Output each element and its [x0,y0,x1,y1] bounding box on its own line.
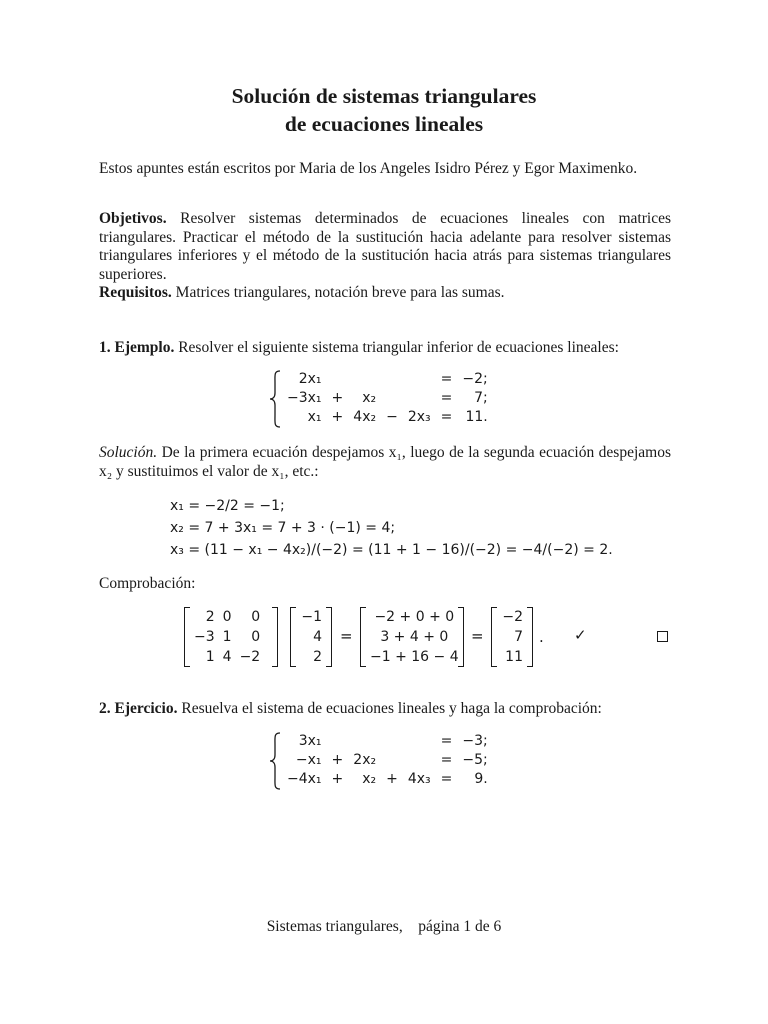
step-line-3: x₃ = (11 − x₁ − 4x₂)/(−2) = (11 + 1 − 16)/(−2) = −4/(−2) = 2. [170,542,613,558]
system-cell: −3x₁ [287,390,322,406]
solution-label: Solución. [99,444,158,461]
example-label: 1. Ejemplo. [99,339,175,356]
solution-paragraph [99,444,671,481]
system-cell: x₂ [362,390,377,406]
qed-square-icon [657,631,668,642]
system-cell [381,732,403,751]
title-line-2: de ecuaciones lineales [284,112,484,136]
page-title [0,82,768,138]
system-cell: 9. [474,771,488,787]
exercise-system-table [282,732,493,789]
matrix-row [297,607,326,627]
system-cell: 3x₁ [298,733,322,749]
system-row [282,408,493,427]
system-cell: −x₁ [295,752,322,768]
system-cell [381,389,403,408]
matrix-row [366,627,463,647]
system-row [282,770,493,789]
system-cell: 4x₂ [353,409,377,425]
requirements-paragraph [99,284,671,303]
matrix-cell: 0 [251,629,261,645]
step-line-2: x₂ = 7 + 3x₁ = 7 + 3 · (−1) = 4; [170,520,396,536]
example-system-table [282,370,493,427]
exercise-system [268,731,508,791]
exercise-label: 2. Ejercicio. [99,700,178,717]
system-cell [327,732,349,751]
system-cell: + [331,771,344,787]
matrix-cell: 0 [222,609,232,625]
solution-text: De la primera ecuación despejamos x₁, luego de la segunda ecuación despejamos x₂ y sustituimos el valor de x₁, etc.: [99,444,671,480]
matrix-row [366,647,463,667]
matrix-row [498,627,527,647]
objectives-label: Objetivos. [99,210,167,227]
check-label: Comprobación: [99,575,196,592]
matrix-cell: 11 [505,649,523,665]
matrix-cell: 2 [205,609,215,625]
matrix-row [498,647,527,667]
product-vector [360,607,464,667]
system-cell: + [331,409,344,425]
example-heading [99,339,671,358]
system-cell: = [440,390,453,406]
matrix-row [297,627,326,647]
system-cell: + [331,390,344,406]
example-text: Resolver el siguiente sistema triangular inferior de ecuaciones lineales: [174,339,619,356]
objectives-paragraph [99,210,671,284]
system-cell [381,370,403,389]
system-cell: −3; [462,733,488,749]
vector-x [290,607,332,667]
matrix-row [190,607,264,627]
system-cell: x₂ [362,771,377,787]
vector-b [491,607,533,667]
system-cell: = [440,771,453,787]
equals-sign-2: = [471,627,484,645]
system-cell: + [331,752,344,768]
check-mark-icon: ✓ [574,626,587,644]
system-cell [403,732,436,751]
system-cell [327,370,349,389]
matrix-cell: −3 [194,629,215,645]
system-cell [348,732,381,751]
system-cell [381,751,403,770]
matrix-cell: −1 + 16 − 4 [370,649,459,665]
bracket-right [326,607,332,667]
system-row [282,732,493,751]
matrix-row [190,627,264,647]
system-cell: 2x₁ [298,371,322,387]
example-system [268,369,508,429]
matrix-cell: −1 [301,609,322,625]
system-cell [403,751,436,770]
requirements-label: Requisitos. [99,284,172,301]
system-cell: = [440,752,453,768]
matrix-a [184,607,278,667]
page-footer: Sistemas triangulares, página 1 de 6 [266,918,502,935]
system-cell: −4x₁ [287,771,322,787]
period: . [539,628,544,646]
left-brace-icon [268,369,282,429]
matrix-cell: −2 + 0 + 0 [374,609,455,625]
system-cell: 2x₃ [407,409,431,425]
exercise-text: Resuelva el sistema de ecuaciones lineales y haga la comprobación: [177,700,602,717]
matrix-cell: 1 [222,629,232,645]
title-line-1: Solución de sistemas triangulares [231,84,537,108]
system-cell [403,370,436,389]
matrix-cell: 1 [205,649,215,665]
system-cell: 7; [474,390,488,406]
system-cell: −5; [462,752,488,768]
authors-note: Estos apuntes están escritos por Maria de los Angeles Isidro Pérez y Egor Maximenko. [99,160,638,177]
matrix-cell: 3 + 4 + 0 [380,629,449,645]
system-cell: − [386,409,398,425]
system-cell: + [386,771,398,787]
system-row [282,370,493,389]
matrix-row [297,647,326,667]
system-cell: x₁ [307,409,322,425]
equals-sign-1: = [340,627,353,645]
requirements-text: Matrices triangulares, notación breve para las sumas. [171,284,505,301]
matrix-cell: 2 [313,649,322,665]
left-brace-icon [268,731,282,791]
bracket-right [527,607,533,667]
system-row [282,389,493,408]
matrix-cell: 7 [514,629,523,645]
system-cell [403,389,436,408]
step-line-1: x₁ = −2/2 = −1; [170,498,285,514]
system-cell: = [440,409,453,425]
system-cell: −2; [462,371,488,387]
system-cell [348,370,381,389]
system-cell: 2x₂ [353,752,377,768]
matrix-cell: −2 [239,649,261,665]
matrix-cell: −2 [502,609,523,625]
exercise-heading [99,700,671,719]
matrix-cell: 4 [222,649,232,665]
objectives-text: Resolver sistemas determinados de ecuaciones lineales con matrices triangulares. Practicar el método de la sustitución hacia adelante para resolver sistemas triangulares inferiores y el método de la sustitución hacia atrás para sistemas triangulares superiores. [99,210,671,283]
matrix-row [190,647,264,667]
bracket-left [290,607,296,667]
bracket-right [272,607,278,667]
matrix-cell: 4 [313,629,322,645]
matrix-row [498,607,527,627]
system-cell: = [440,371,453,387]
matrix-cell: 0 [251,609,261,625]
matrix-row [366,607,463,627]
system-cell: 11. [465,409,488,425]
system-cell: = [440,733,453,749]
system-cell: 4x₃ [407,771,431,787]
bracket-left [491,607,497,667]
system-row [282,751,493,770]
